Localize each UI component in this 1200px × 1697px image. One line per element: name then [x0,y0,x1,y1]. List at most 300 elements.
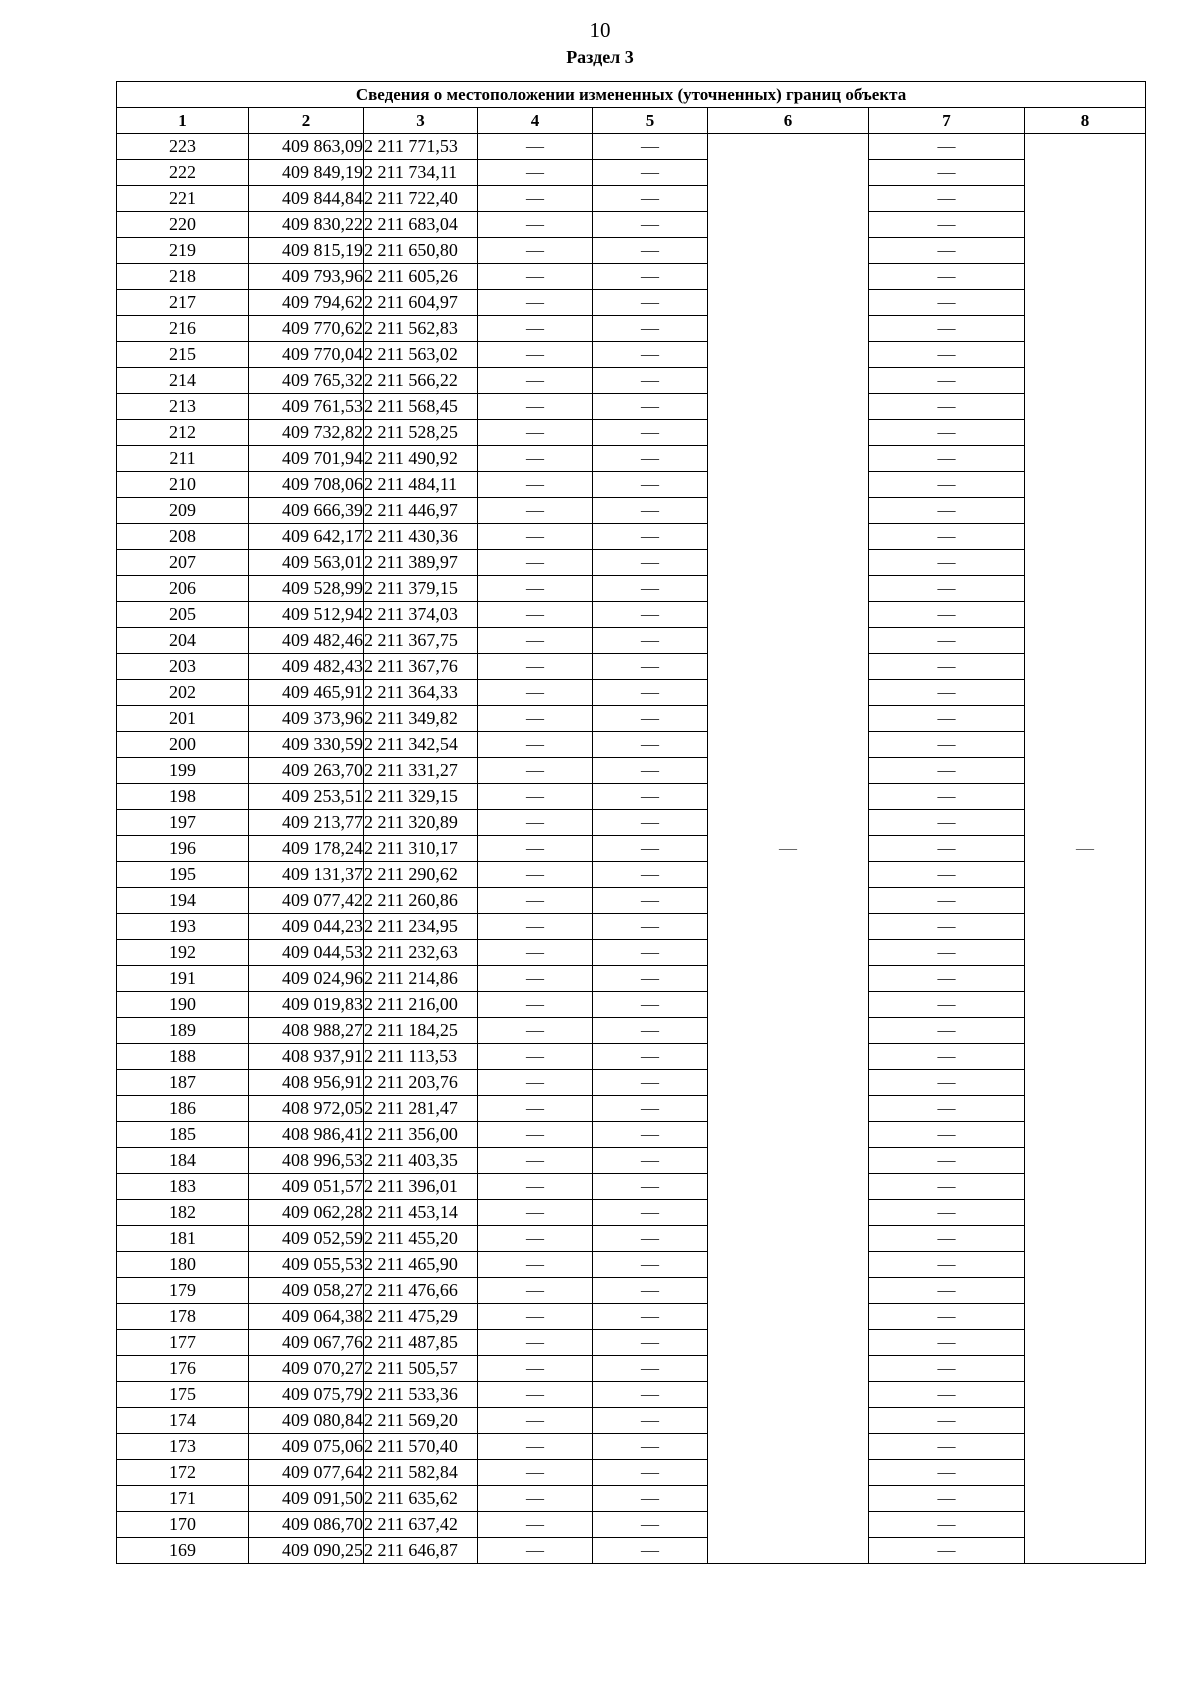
y-coordinate-cell: 2 211 203,76 [364,1070,478,1096]
y-coordinate-cell: 2 211 455,20 [364,1226,478,1252]
col7-dash-cell: — [869,1434,1025,1460]
y-coordinate-cell: 2 211 528,25 [364,420,478,446]
col4-dash-cell: — [478,914,593,940]
y-coordinate-cell: 2 211 342,54 [364,732,478,758]
y-coordinate-cell: 2 211 367,75 [364,628,478,654]
table-body [117,134,1146,1564]
x-coordinate-cell: 409 528,99 [249,576,364,602]
col4-dash-cell: — [478,1460,593,1486]
col4-dash-cell: — [478,1252,593,1278]
point-number-cell: 199 [117,758,249,784]
col7-dash-cell: — [869,1512,1025,1538]
col4-dash-cell: — [478,316,593,342]
table-row [117,914,1146,940]
col7-dash-cell: — [869,888,1025,914]
col7-dash-cell: — [869,446,1025,472]
table-row [117,888,1146,914]
y-coordinate-cell: 2 211 568,45 [364,394,478,420]
col7-dash-cell: — [869,290,1025,316]
y-coordinate-cell: 2 211 374,03 [364,602,478,628]
y-coordinate-cell: 2 211 379,15 [364,576,478,602]
col8-merged-cell: — [1025,134,1146,1564]
col4-dash-cell: — [478,862,593,888]
col5-dash-cell: — [593,1070,708,1096]
point-number-cell: 194 [117,888,249,914]
col5-dash-cell: — [593,1096,708,1122]
x-coordinate-cell: 409 465,91 [249,680,364,706]
col5-dash-cell: — [593,1200,708,1226]
col5-dash-cell: — [593,1408,708,1434]
point-number-cell: 191 [117,966,249,992]
table-row [117,134,1146,160]
table-row [117,784,1146,810]
point-number-cell: 202 [117,680,249,706]
y-coordinate-cell: 2 211 329,15 [364,784,478,810]
col7-dash-cell: — [869,1226,1025,1252]
col5-dash-cell: — [593,654,708,680]
y-coordinate-cell: 2 211 487,85 [364,1330,478,1356]
col5-dash-cell: — [593,368,708,394]
col7-dash-cell: — [869,1044,1025,1070]
x-coordinate-cell: 409 482,46 [249,628,364,654]
table-row [117,628,1146,654]
y-coordinate-cell: 2 211 320,89 [364,810,478,836]
col4-dash-cell: — [478,498,593,524]
point-number-cell: 189 [117,1018,249,1044]
point-number-cell: 176 [117,1356,249,1382]
y-coordinate-cell: 2 211 604,97 [364,290,478,316]
col5-dash-cell: — [593,1460,708,1486]
x-coordinate-cell: 409 563,01 [249,550,364,576]
col5-dash-cell: — [593,602,708,628]
col7-dash-cell: — [869,524,1025,550]
col4-dash-cell: — [478,550,593,576]
col5-dash-cell: — [593,732,708,758]
col4-dash-cell: — [478,1044,593,1070]
col7-dash-cell: — [869,264,1025,290]
table-row [117,1538,1146,1564]
col5-dash-cell: — [593,1226,708,1252]
col7-dash-cell: — [869,394,1025,420]
x-coordinate-cell: 409 732,82 [249,420,364,446]
col4-dash-cell: — [478,368,593,394]
col7-dash-cell: — [869,550,1025,576]
col5-dash-cell: — [593,1538,708,1564]
x-coordinate-cell: 408 986,41 [249,1122,364,1148]
col5-dash-cell: — [593,810,708,836]
col7-dash-cell: — [869,1408,1025,1434]
column-number: 8 [1025,108,1146,134]
col7-dash-cell: — [869,498,1025,524]
x-coordinate-cell: 409 793,96 [249,264,364,290]
col4-dash-cell: — [478,1122,593,1148]
point-number-cell: 185 [117,1122,249,1148]
x-coordinate-cell: 409 330,59 [249,732,364,758]
table-row [117,420,1146,446]
table-row [117,238,1146,264]
y-coordinate-cell: 2 211 484,11 [364,472,478,498]
point-number-cell: 184 [117,1148,249,1174]
table-row [117,1070,1146,1096]
col5-dash-cell: — [593,862,708,888]
table-row [117,498,1146,524]
col7-dash-cell: — [869,1330,1025,1356]
col4-dash-cell: — [478,1148,593,1174]
col5-dash-cell: — [593,576,708,602]
table-row [117,1200,1146,1226]
x-coordinate-cell: 409 863,09 [249,134,364,160]
x-coordinate-cell: 408 996,53 [249,1148,364,1174]
col5-dash-cell: — [593,550,708,576]
point-number-cell: 203 [117,654,249,680]
col7-dash-cell: — [869,966,1025,992]
table-row [117,836,1146,862]
col7-dash-cell: — [869,706,1025,732]
table-row [117,1356,1146,1382]
col7-dash-cell: — [869,628,1025,654]
point-number-cell: 170 [117,1512,249,1538]
col7-dash-cell: — [869,758,1025,784]
col7-dash-cell: — [869,1252,1025,1278]
x-coordinate-cell: 409 263,70 [249,758,364,784]
table-row [117,654,1146,680]
col5-dash-cell: — [593,1044,708,1070]
col4-dash-cell: — [478,628,593,654]
col4-dash-cell: — [478,1512,593,1538]
y-coordinate-cell: 2 211 605,26 [364,264,478,290]
y-coordinate-cell: 2 211 403,35 [364,1148,478,1174]
y-coordinate-cell: 2 211 734,11 [364,160,478,186]
table-row [117,810,1146,836]
x-coordinate-cell: 409 080,84 [249,1408,364,1434]
col4-dash-cell: — [478,160,593,186]
col7-dash-cell: — [869,576,1025,602]
col4-dash-cell: — [478,1226,593,1252]
col4-dash-cell: — [478,706,593,732]
col5-dash-cell: — [593,1330,708,1356]
col7-dash-cell: — [869,1174,1025,1200]
col4-dash-cell: — [478,1174,593,1200]
table-row [117,1434,1146,1460]
col7-dash-cell: — [869,992,1025,1018]
x-coordinate-cell: 409 086,70 [249,1512,364,1538]
point-number-cell: 188 [117,1044,249,1070]
point-number-cell: 180 [117,1252,249,1278]
y-coordinate-cell: 2 211 505,57 [364,1356,478,1382]
table-row [117,862,1146,888]
y-coordinate-cell: 2 211 465,90 [364,1252,478,1278]
table-row [117,524,1146,550]
point-number-cell: 201 [117,706,249,732]
point-number-cell: 216 [117,316,249,342]
table-row [117,1304,1146,1330]
col5-dash-cell: — [593,446,708,472]
x-coordinate-cell: 409 075,06 [249,1434,364,1460]
point-number-cell: 208 [117,524,249,550]
col4-dash-cell: — [478,732,593,758]
y-coordinate-cell: 2 211 356,00 [364,1122,478,1148]
col4-dash-cell: — [478,1304,593,1330]
x-coordinate-cell: 409 064,38 [249,1304,364,1330]
col4-dash-cell: — [478,1486,593,1512]
point-number-cell: 177 [117,1330,249,1356]
table-row [117,680,1146,706]
column-number: 6 [708,108,869,134]
point-number-cell: 195 [117,862,249,888]
x-coordinate-cell: 409 844,84 [249,186,364,212]
y-coordinate-cell: 2 211 570,40 [364,1434,478,1460]
table-row [117,1148,1146,1174]
col7-dash-cell: — [869,810,1025,836]
table-row [117,316,1146,342]
y-coordinate-cell: 2 211 650,80 [364,238,478,264]
x-coordinate-cell: 409 019,83 [249,992,364,1018]
col7-dash-cell: — [869,1356,1025,1382]
table-row [117,472,1146,498]
x-coordinate-cell: 409 058,27 [249,1278,364,1304]
col4-dash-cell: — [478,1538,593,1564]
col4-dash-cell: — [478,446,593,472]
table-row [117,186,1146,212]
col7-dash-cell: — [869,1486,1025,1512]
column-number: 7 [869,108,1025,134]
x-coordinate-cell: 409 090,25 [249,1538,364,1564]
col7-dash-cell: — [869,914,1025,940]
col7-dash-cell: — [869,1278,1025,1304]
col4-dash-cell: — [478,1278,593,1304]
col4-dash-cell: — [478,992,593,1018]
col5-dash-cell: — [593,992,708,1018]
y-coordinate-cell: 2 211 563,02 [364,342,478,368]
col4-dash-cell: — [478,1382,593,1408]
point-number-cell: 179 [117,1278,249,1304]
col5-dash-cell: — [593,1512,708,1538]
y-coordinate-cell: 2 211 113,53 [364,1044,478,1070]
x-coordinate-cell: 409 052,59 [249,1226,364,1252]
point-number-cell: 214 [117,368,249,394]
x-coordinate-cell: 409 815,19 [249,238,364,264]
x-coordinate-cell: 409 070,27 [249,1356,364,1382]
y-coordinate-cell: 2 211 281,47 [364,1096,478,1122]
y-coordinate-cell: 2 211 214,86 [364,966,478,992]
x-coordinate-cell: 409 067,76 [249,1330,364,1356]
col5-dash-cell: — [593,1434,708,1460]
col5-dash-cell: — [593,706,708,732]
x-coordinate-cell: 409 044,23 [249,914,364,940]
x-coordinate-cell: 409 024,96 [249,966,364,992]
table-row [117,550,1146,576]
col5-dash-cell: — [593,966,708,992]
col4-dash-cell: — [478,836,593,862]
col4-dash-cell: — [478,342,593,368]
x-coordinate-cell: 409 765,32 [249,368,364,394]
x-coordinate-cell: 409 701,94 [249,446,364,472]
col7-dash-cell: — [869,238,1025,264]
y-coordinate-cell: 2 211 490,92 [364,446,478,472]
col5-dash-cell: — [593,472,708,498]
y-coordinate-cell: 2 211 290,62 [364,862,478,888]
y-coordinate-cell: 2 211 475,29 [364,1304,478,1330]
col7-dash-cell: — [869,134,1025,160]
col7-dash-cell: — [869,472,1025,498]
col4-dash-cell: — [478,758,593,784]
x-coordinate-cell: 409 708,06 [249,472,364,498]
table-row [117,1252,1146,1278]
col7-dash-cell: — [869,1122,1025,1148]
table-row [117,1018,1146,1044]
col4-dash-cell: — [478,680,593,706]
x-coordinate-cell: 409 055,53 [249,1252,364,1278]
col5-dash-cell: — [593,186,708,212]
col5-dash-cell: — [593,628,708,654]
col4-dash-cell: — [478,186,593,212]
y-coordinate-cell: 2 211 310,17 [364,836,478,862]
table-row [117,368,1146,394]
col4-dash-cell: — [478,966,593,992]
point-number-cell: 211 [117,446,249,472]
col4-dash-cell: — [478,1330,593,1356]
y-coordinate-cell: 2 211 683,04 [364,212,478,238]
col4-dash-cell: — [478,420,593,446]
y-coordinate-cell: 2 211 260,86 [364,888,478,914]
col4-dash-cell: — [478,576,593,602]
y-coordinate-cell: 2 211 635,62 [364,1486,478,1512]
y-coordinate-cell: 2 211 722,40 [364,186,478,212]
point-number-cell: 172 [117,1460,249,1486]
table-row [117,290,1146,316]
point-number-cell: 182 [117,1200,249,1226]
col4-dash-cell: — [478,940,593,966]
col5-dash-cell: — [593,914,708,940]
col7-dash-cell: — [869,1304,1025,1330]
y-coordinate-cell: 2 211 637,42 [364,1512,478,1538]
col7-dash-cell: — [869,1460,1025,1486]
col7-dash-cell: — [869,1070,1025,1096]
table-row [117,576,1146,602]
y-coordinate-cell: 2 211 364,33 [364,680,478,706]
col7-dash-cell: — [869,212,1025,238]
point-number-cell: 217 [117,290,249,316]
col5-dash-cell: — [593,836,708,862]
col7-dash-cell: — [869,1148,1025,1174]
x-coordinate-cell: 409 666,39 [249,498,364,524]
y-coordinate-cell: 2 211 331,27 [364,758,478,784]
x-coordinate-cell: 409 077,64 [249,1460,364,1486]
col4-dash-cell: — [478,524,593,550]
y-coordinate-cell: 2 211 533,36 [364,1382,478,1408]
y-coordinate-cell: 2 211 367,76 [364,654,478,680]
y-coordinate-cell: 2 211 184,25 [364,1018,478,1044]
col5-dash-cell: — [593,940,708,966]
section-title: Раздел 3 [566,47,634,67]
x-coordinate-cell: 409 178,24 [249,836,364,862]
col4-dash-cell: — [478,264,593,290]
table-row [117,160,1146,186]
coordinates-table [116,81,1146,1564]
table-row [117,992,1146,1018]
y-coordinate-cell: 2 211 349,82 [364,706,478,732]
col5-dash-cell: — [593,160,708,186]
table-row [117,602,1146,628]
col5-dash-cell: — [593,758,708,784]
column-number: 4 [478,108,593,134]
point-number-cell: 173 [117,1434,249,1460]
col4-dash-cell: — [478,810,593,836]
column-number: 5 [593,108,708,134]
table-row [117,1460,1146,1486]
col4-dash-cell: — [478,134,593,160]
col7-dash-cell: — [869,1382,1025,1408]
column-number: 1 [117,108,249,134]
table-row [117,1044,1146,1070]
point-number-cell: 209 [117,498,249,524]
col7-dash-cell: — [869,836,1025,862]
point-number-cell: 187 [117,1070,249,1096]
x-coordinate-cell: 409 373,96 [249,706,364,732]
page-number: 10 [589,18,611,42]
col7-dash-cell: — [869,1200,1025,1226]
x-coordinate-cell: 409 794,62 [249,290,364,316]
point-number-cell: 196 [117,836,249,862]
y-coordinate-cell: 2 211 562,83 [364,316,478,342]
x-coordinate-cell: 409 482,43 [249,654,364,680]
y-coordinate-cell: 2 211 569,20 [364,1408,478,1434]
point-number-cell: 222 [117,160,249,186]
col5-dash-cell: — [593,134,708,160]
x-coordinate-cell: 409 512,94 [249,602,364,628]
col4-dash-cell: — [478,290,593,316]
col5-dash-cell: — [593,1486,708,1512]
point-number-cell: 223 [117,134,249,160]
col7-dash-cell: — [869,602,1025,628]
col5-dash-cell: — [593,1018,708,1044]
col7-dash-cell: — [869,186,1025,212]
column-number-row [117,108,1146,134]
table-row [117,940,1146,966]
table-row [117,1512,1146,1538]
y-coordinate-cell: 2 211 430,36 [364,524,478,550]
col4-dash-cell: — [478,1434,593,1460]
x-coordinate-cell: 409 770,62 [249,316,364,342]
y-coordinate-cell: 2 211 389,97 [364,550,478,576]
col7-dash-cell: — [869,1538,1025,1564]
col4-dash-cell: — [478,212,593,238]
x-coordinate-cell: 409 051,57 [249,1174,364,1200]
col4-dash-cell: — [478,394,593,420]
point-number-cell: 192 [117,940,249,966]
point-number-cell: 219 [117,238,249,264]
col4-dash-cell: — [478,602,593,628]
x-coordinate-cell: 408 988,27 [249,1018,364,1044]
table-row [117,1408,1146,1434]
x-coordinate-cell: 409 849,19 [249,160,364,186]
point-number-cell: 197 [117,810,249,836]
col5-dash-cell: — [593,1304,708,1330]
col4-dash-cell: — [478,238,593,264]
point-number-cell: 186 [117,1096,249,1122]
x-coordinate-cell: 409 761,53 [249,394,364,420]
col7-dash-cell: — [869,160,1025,186]
col4-dash-cell: — [478,1018,593,1044]
point-number-cell: 169 [117,1538,249,1564]
col4-dash-cell: — [478,1096,593,1122]
point-number-cell: 178 [117,1304,249,1330]
point-number-cell: 206 [117,576,249,602]
col7-dash-cell: — [869,732,1025,758]
col7-dash-cell: — [869,1096,1025,1122]
x-coordinate-cell: 408 972,05 [249,1096,364,1122]
table-row [117,706,1146,732]
